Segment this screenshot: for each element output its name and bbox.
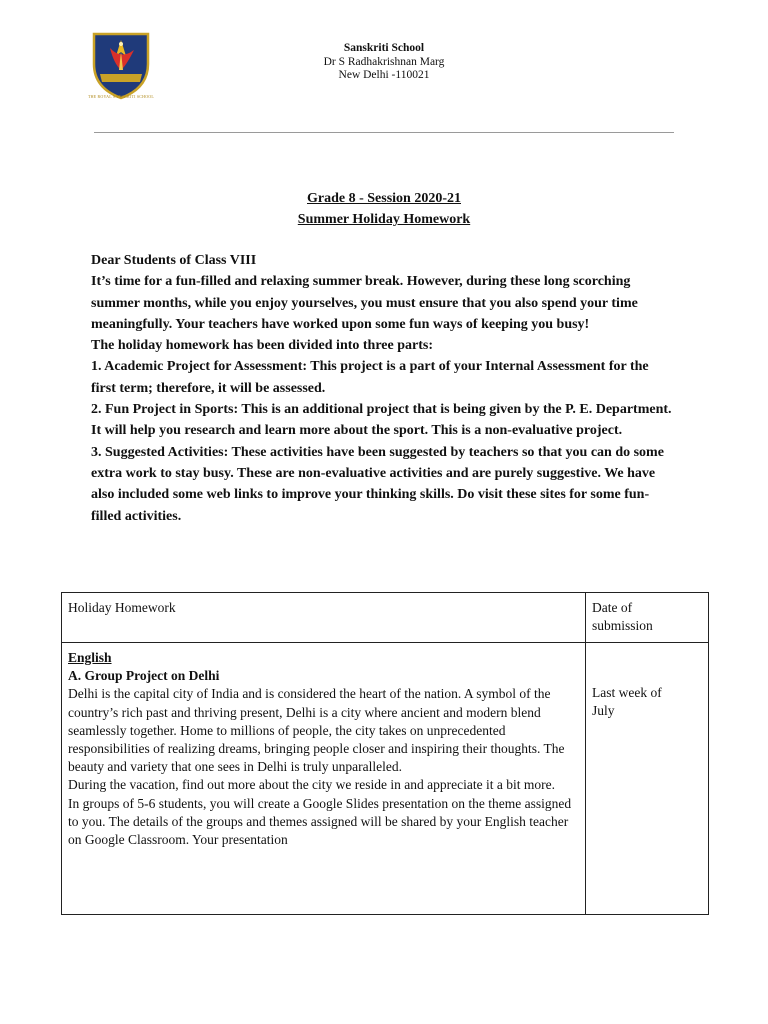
intro-letter [91,250,676,527]
school-address-block [250,42,518,83]
table-row [62,643,709,915]
homework-table [61,592,709,915]
english-homework-cell [62,643,586,915]
project-title: A. Group Project on Delhi [68,668,220,684]
table-header-row [62,593,709,643]
address-line-1: Dr S Radhakrishnan Marg [323,55,445,68]
logo-caption: THE ROYAL SANSKRITI SCHOOL [87,94,155,99]
project-group-details: In groups of 5-6 students, you will create a Google Slides presentation on the theme assigned to you. The details of the groups and themes assigned will be shared by your English teacher on Google Classroom. Your presentation [68,795,572,848]
date-line-1: Last week of [592,685,662,700]
address-line-2: New Delhi -110021 [338,69,430,81]
column-header-date [586,593,709,643]
title-summer-homework: Summer Holiday Homework [297,212,471,227]
title-grade-session: Grade 8 - Session 2020-21 [307,191,461,206]
part-1-academic-project: 1. Academic Project for Assessment: This project is a part of your Internal Assessment for the first term; therefore, it will be assessed. [91,359,649,396]
school-name: Sanskriti School [343,42,425,54]
submission-date-cell [586,643,709,915]
part-3-suggested-activities: 3. Suggested Activities: These activities have been suggested by teachers so that you can do some extra work to stay busy. These are non-evaluative activities and are purely suggestive. We have also included some web links to improve your thinking skills. Do visit these sites for some fun-filled activities. [91,444,664,524]
date-header-line-1: Date of [592,600,633,615]
intro-paragraph: It’s time for a fun-filled and relaxing summer break. However, during these long scorching summer months, while you enjoy yourselves, you must ensure that you also spend your time meaningfully. Your teachers have worked upon some fun ways of keeping you busy! [91,274,638,332]
document-title [90,188,678,230]
column-header-homework: Holiday Homework [62,593,586,643]
date-line-2: July [592,703,615,719]
division-note: The holiday homework has been divided into three parts: [91,338,433,354]
subject-heading: English [68,650,112,665]
salutation: Dear Students of Class VIII [91,253,257,268]
part-2-sports-project: 2. Fun Project in Sports: This is an additional project that is being given by the P. E. Department. It will help you research and learn more about the sport. This is a non-evaluative project. [91,402,672,439]
date-header-line-2: submission [592,618,653,634]
project-instruction: During the vacation, find out more about the city we reside in and appreciate it a bit more. [68,777,555,793]
school-crest-icon [90,30,152,100]
header-divider [94,132,674,133]
project-description: Delhi is the capital city of India and is considered the heart of the nation. A symbol of the country’s rich past and thriving present, Delhi is a city where ancient and modern blend seamlessly together. Home to millions of people, the city takes on unprecedented responsibilities of realizing dreams, bringing people closer and inspiring their thoughts. The beauty and variety that one sees in Delhi is truly unparalleled. [68,686,565,775]
